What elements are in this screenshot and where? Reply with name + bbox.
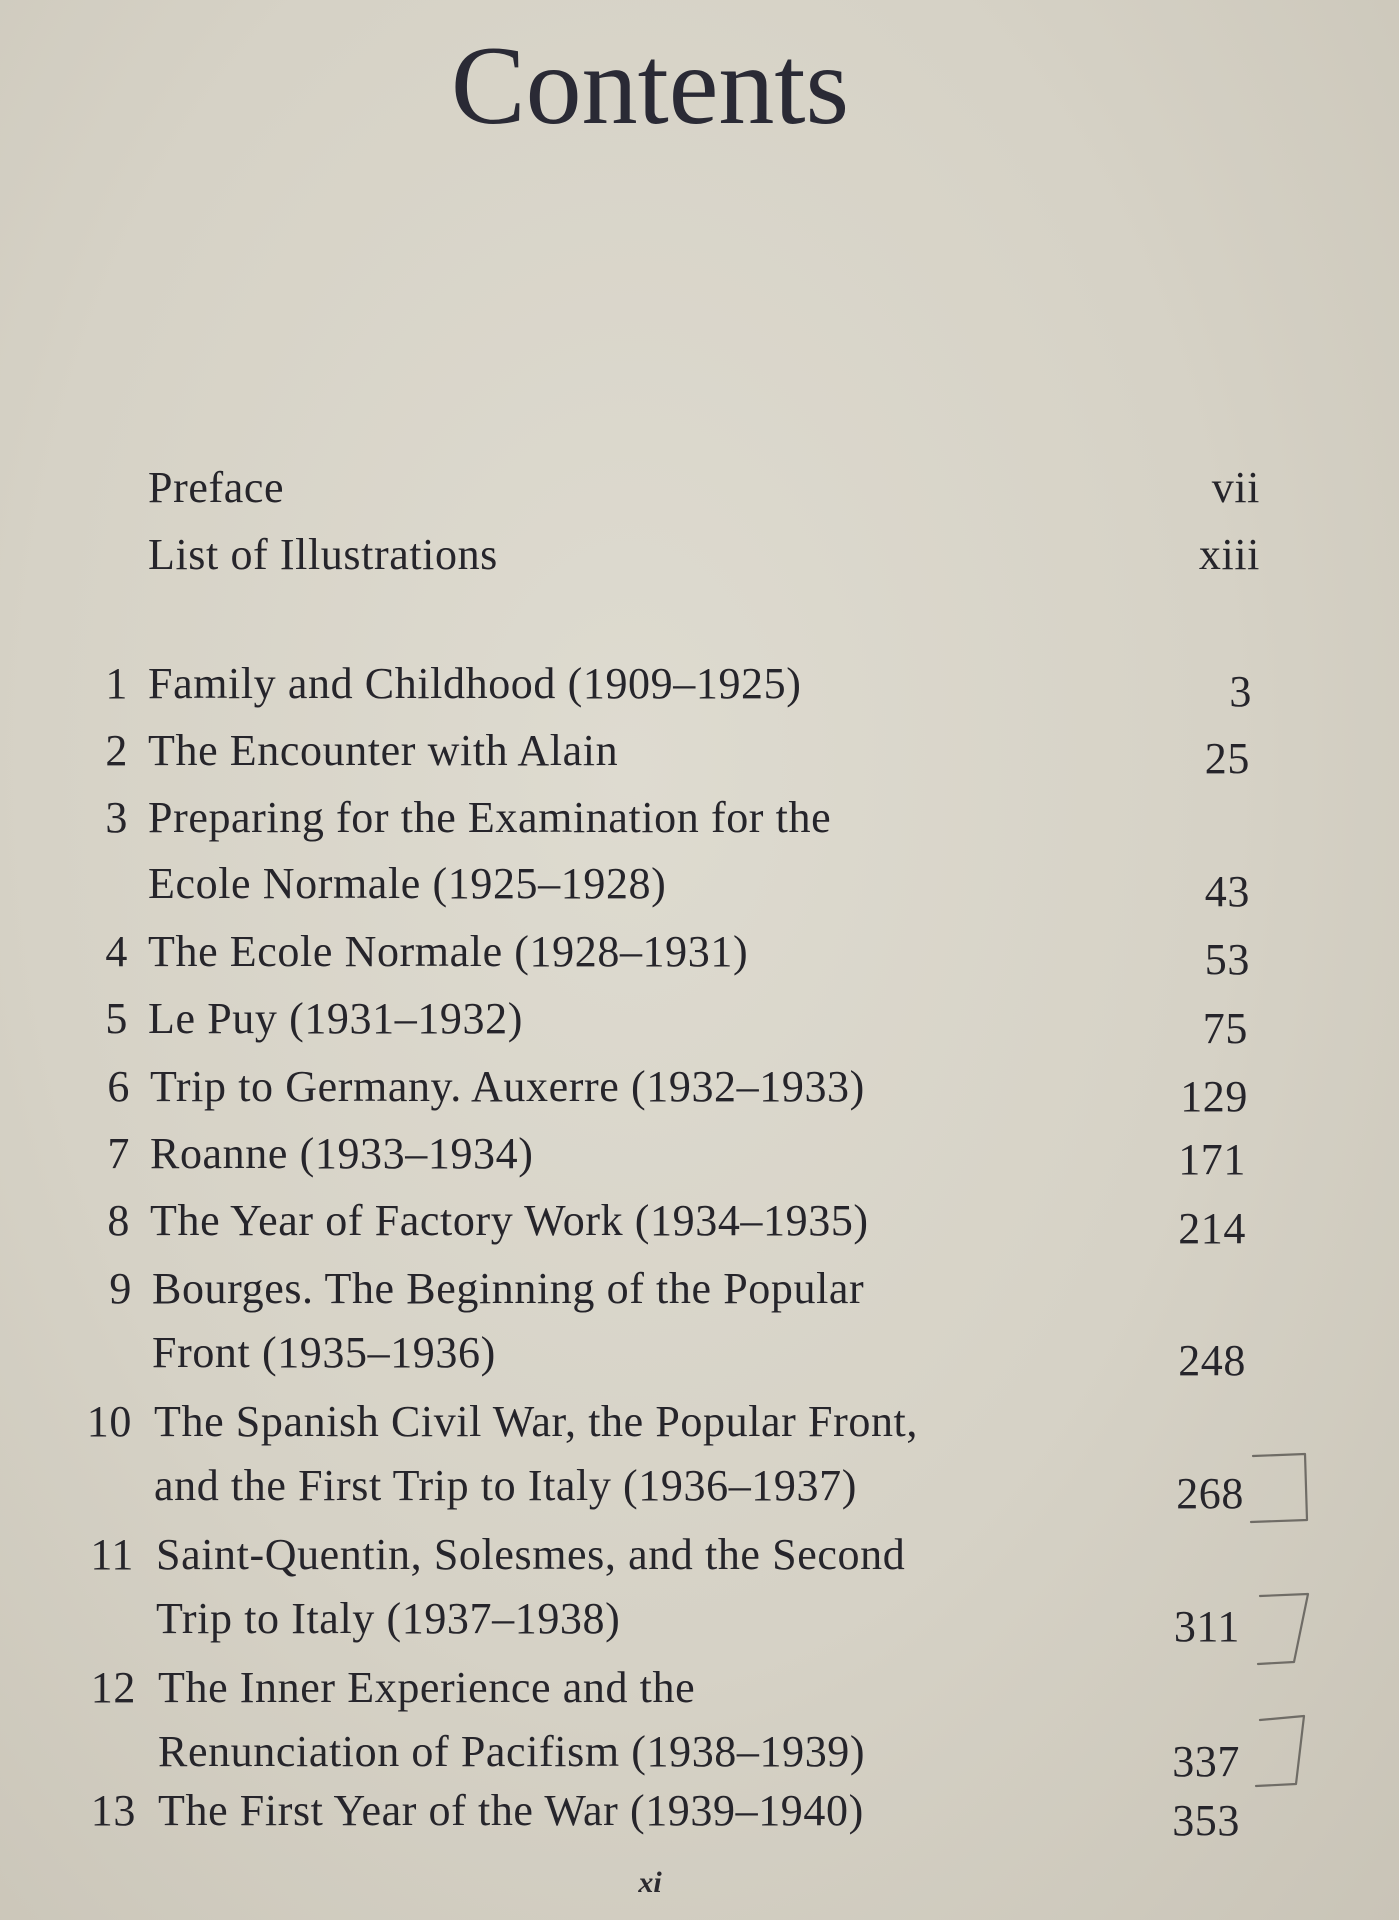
toc-entry-preface[interactable]	[0, 463, 1399, 513]
pencil-bracket-mark	[1250, 1712, 1320, 1792]
toc-chapter-3[interactable]	[0, 793, 1399, 916]
chapter-number: 5	[105, 994, 128, 1043]
pencil-bracket-mark	[1245, 1448, 1315, 1528]
chapter-page: 268	[1176, 1469, 1244, 1518]
toc-chapter-6[interactable]	[0, 1062, 1399, 1121]
chapter-title-line-1: The Spanish Civil War, the Popular Front,	[154, 1397, 918, 1446]
chapter-number: 1	[105, 659, 128, 708]
page-title: Contents	[450, 24, 850, 148]
chapter-number: 2	[105, 726, 128, 775]
chapter-title-line-2: Trip to Italy (1937–1938)	[156, 1594, 621, 1643]
chapter-number: 3	[105, 793, 128, 842]
chapter-page: 25	[1204, 734, 1250, 783]
toc-chapter-8[interactable]	[0, 1196, 1399, 1253]
toc-chapter-12[interactable]	[0, 1663, 1399, 1786]
chapter-page: 311	[1173, 1602, 1240, 1651]
chapter-page: 3	[1229, 667, 1252, 716]
toc-chapter-11[interactable]	[0, 1530, 1399, 1651]
chapter-page: 337	[1172, 1737, 1240, 1786]
toc-chapter-9[interactable]	[0, 1264, 1399, 1385]
chapter-page: 53	[1204, 935, 1250, 984]
chapter-title: Trip to Germany. Auxerre (1932–1933)	[150, 1062, 865, 1111]
toc-chapter-5[interactable]	[0, 994, 1399, 1053]
chapter-page: 43	[1204, 867, 1250, 916]
chapter-title: Roanne (1933–1934)	[150, 1129, 534, 1178]
chapter-page: 353	[1172, 1796, 1240, 1845]
toc-entry-label: List of Illustrations	[148, 530, 498, 579]
toc-entry-label: Preface	[148, 463, 285, 512]
chapter-page: 171	[1178, 1135, 1246, 1184]
chapter-number: 11	[90, 1530, 134, 1579]
chapter-title: The Ecole Normale (1928–1931)	[148, 927, 749, 976]
chapter-number: 13	[90, 1786, 136, 1835]
toc-chapter-4[interactable]	[0, 927, 1399, 984]
chapter-title-line-1: The Inner Experience and the	[158, 1663, 696, 1712]
chapter-number: 4	[105, 927, 128, 976]
toc-entry-page: vii	[1211, 463, 1260, 512]
chapter-title: Le Puy (1931–1932)	[148, 994, 523, 1043]
chapter-title: The First Year of the War (1939–1940)	[158, 1786, 864, 1835]
chapter-number: 10	[86, 1397, 132, 1446]
chapter-number: 6	[107, 1062, 130, 1111]
toc-entry-list-of-illustrations[interactable]	[0, 530, 1399, 580]
chapter-title-line-2: Ecole Normale (1925–1928)	[148, 859, 667, 908]
toc-chapter-1[interactable]	[0, 659, 1399, 716]
chapter-page: 248	[1178, 1336, 1246, 1385]
chapter-title-line-2: Front (1935–1936)	[152, 1328, 496, 1377]
chapter-number: 7	[107, 1129, 130, 1178]
toc-chapter-2[interactable]	[0, 726, 1399, 783]
toc-chapter-13[interactable]	[0, 1786, 1399, 1845]
toc-chapter-10[interactable]	[0, 1397, 1399, 1518]
chapter-title-line-2: Renunciation of Pacifism (1938–1939)	[158, 1727, 866, 1776]
chapter-title: The Year of Factory Work (1934–1935)	[150, 1196, 869, 1245]
chapter-title-line-2: and the First Trip to Italy (1936–1937)	[154, 1461, 857, 1510]
toc-entry-page: xiii	[1198, 530, 1260, 579]
chapter-number: 9	[109, 1264, 132, 1313]
chapter-title-line-1: Bourges. The Beginning of the Popular	[152, 1264, 865, 1313]
toc-chapter-7[interactable]	[0, 1129, 1399, 1184]
chapter-page: 129	[1180, 1072, 1248, 1121]
chapter-title-line-1: Saint-Quentin, Solesmes, and the Second	[156, 1530, 906, 1579]
chapter-page: 214	[1178, 1204, 1246, 1253]
chapter-title: The Encounter with Alain	[148, 726, 619, 775]
chapter-title-line-1: Preparing for the Examination for the	[148, 793, 832, 842]
chapter-number: 8	[107, 1196, 130, 1245]
chapter-title: Family and Childhood (1909–1925)	[148, 659, 802, 708]
chapter-page: 75	[1202, 1004, 1248, 1053]
page-number: xi	[638, 1866, 662, 1899]
chapter-number: 12	[90, 1663, 136, 1712]
pencil-bracket-mark	[1250, 1590, 1320, 1670]
